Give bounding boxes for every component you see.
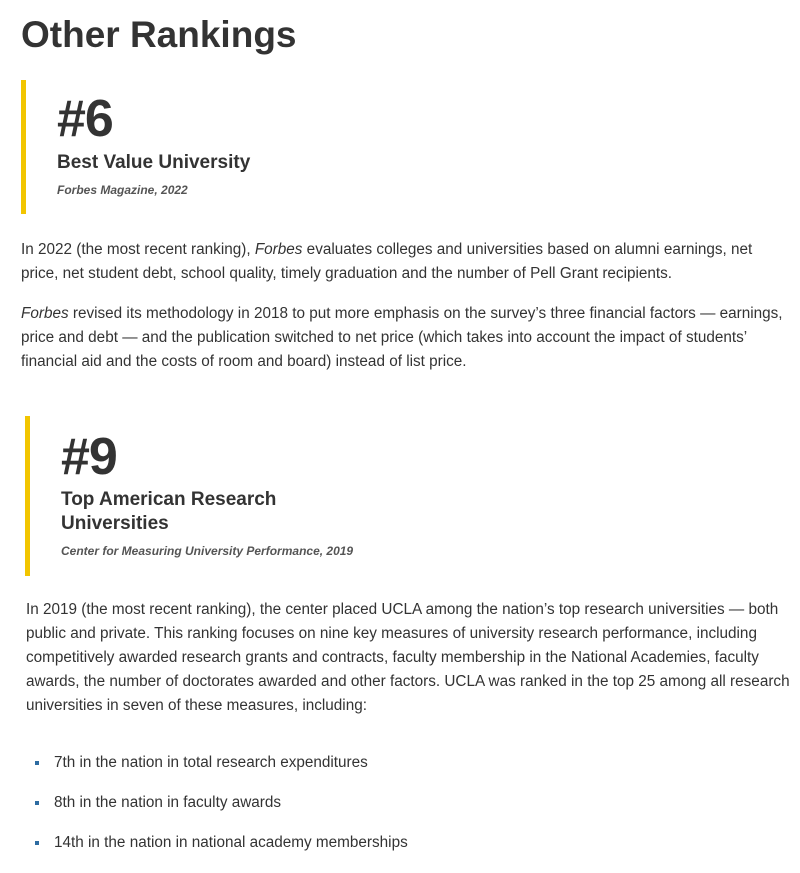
rank-source: Center for Measuring University Performance, 2019: [61, 544, 354, 558]
publication-name: Forbes: [254, 241, 303, 258]
rank-title: Top American Research Universities: [61, 489, 277, 534]
rank-title: Best Value University: [57, 152, 251, 173]
bullet-square-icon: [35, 841, 39, 845]
ranking-highlights-list: [26, 750, 726, 870]
ranking-card-best-value: [21, 80, 426, 214]
rank-number: #9: [61, 428, 117, 486]
publication-name: Forbes: [21, 305, 69, 322]
page-title: Other Rankings: [21, 14, 297, 55]
list-item: 8th in the nation in faculty awards: [26, 790, 726, 830]
ranking-methodology-paragraph: Forbes revised its methodology in 2018 to put more emphasis on the survey’s three financial factors — earnings, price and debt — and the publication switched to net price (which takes into account the impact of students’ financial aid and the costs of room and board) instead of list price.: [21, 305, 783, 370]
list-item: 14th in the nation in national academy memberships: [26, 830, 726, 870]
bullet-square-icon: [35, 801, 39, 805]
bullet-square-icon: [35, 761, 39, 765]
ranking-description-paragraph: In 2019 (the most recent ranking), the center placed UCLA among the nation’s top research universities — both public and private. This ranking focuses on nine key measures of university research performance, including competitively awarded research grants and contracts, faculty membership in the National Academies, faculty awards, the number of doctorates awarded and other factors. UCLA was ranked in the top 25 among all research universities in seven of these measures, including:: [26, 601, 790, 714]
rank-source: Forbes Magazine, 2022: [57, 183, 188, 197]
rank-number: #6: [57, 90, 113, 148]
list-item: 7th in the nation in total research expenditures: [26, 750, 726, 790]
ranking-description-paragraph: In 2022 (the most recent ranking), Forbes evaluates colleges and universities based on alumni earnings, net price, net student debt, school quality, timely graduation and the number of Pell Grant recipients.: [21, 241, 753, 282]
ranking-card-research: [25, 416, 430, 576]
